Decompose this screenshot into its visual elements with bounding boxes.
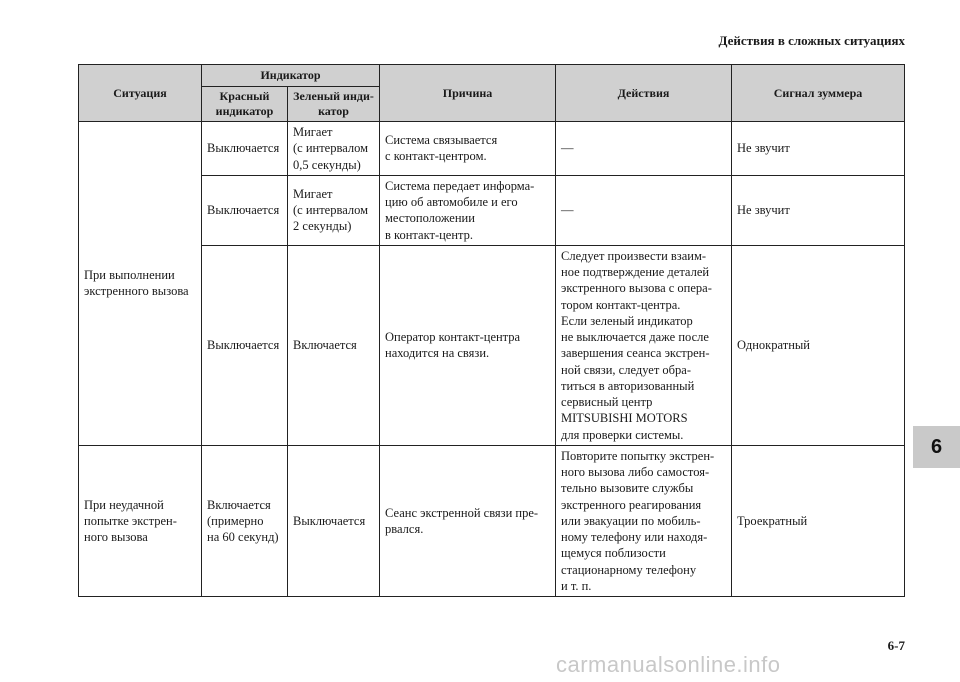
red-indicator-cell: Включается (примерно на 60 секунд) (202, 445, 288, 596)
situation-cell: При неудачной попытке экстрен- ного вызова (79, 445, 202, 596)
buzzer-cell: Не звучит (732, 175, 905, 245)
header-red-indicator: Красный индикатор (202, 87, 288, 122)
header-cause: Причина (380, 65, 556, 122)
emergency-call-table (78, 64, 905, 597)
green-indicator-cell: Мигает (с интервалом 2 секунды) (288, 175, 380, 245)
green-indicator-cell: Мигает (с интервалом 0,5 секунды) (288, 122, 380, 176)
header-indicator: Индикатор (202, 65, 380, 87)
actions-cell: — (556, 175, 732, 245)
cause-cell: Сеанс экстренной связи пре- рвался. (380, 445, 556, 596)
red-indicator-cell: Выключается (202, 175, 288, 245)
page-header: Действия в сложных ситуациях (718, 33, 905, 48)
buzzer-cell: Троекратный (732, 445, 905, 596)
table-row (79, 245, 905, 445)
header-situation: Ситуация (79, 65, 202, 122)
actions-cell: Повторите попытку экстрен- ного вызова либо самостоя- тельно вызовите службы экстренного реагирования или эвакуации по мобиль- ному телефону или находя- щемуся поблизости стационарному телефону и т. п. (556, 445, 732, 596)
chapter-tab[interactable]: 6 (913, 426, 960, 468)
cause-cell: Система передает информа- цию об автомобиле и его местоположении в контакт-центр. (380, 175, 556, 245)
header-green-indicator: Зеленый инди- катор (288, 87, 380, 122)
header-actions: Действия (556, 65, 732, 122)
page-number: 6-7 (887, 638, 905, 653)
actions-cell: — (556, 122, 732, 176)
watermark: carmanualsonline.info (556, 652, 781, 677)
red-indicator-cell: Выключается (202, 245, 288, 445)
green-indicator-cell: Выключается (288, 445, 380, 596)
buzzer-cell: Не звучит (732, 122, 905, 176)
actions-cell: Следует произвести взаим- ное подтверждение деталей экстренного вызова с опера- тором контакт-центра. Если зеленый индикатор не выключается даже после завершения сеанса экстрен- ной связи, следует обра- титься в авторизованный сервисный центр MITSUBISHI MOTORS для проверки системы. (556, 245, 732, 445)
situation-cell: При выполнении экстренного вызова (79, 122, 202, 446)
cause-cell: Оператор контакт-центра находится на связи. (380, 245, 556, 445)
buzzer-cell: Однократный (732, 245, 905, 445)
table-row (79, 175, 905, 245)
red-indicator-cell: Выключается (202, 122, 288, 176)
header-buzzer: Сигнал зуммера (732, 65, 905, 122)
table-row (79, 445, 905, 596)
green-indicator-cell: Включается (288, 245, 380, 445)
cause-cell: Система связывается с контакт-центром. (380, 122, 556, 176)
table-row (79, 122, 905, 176)
